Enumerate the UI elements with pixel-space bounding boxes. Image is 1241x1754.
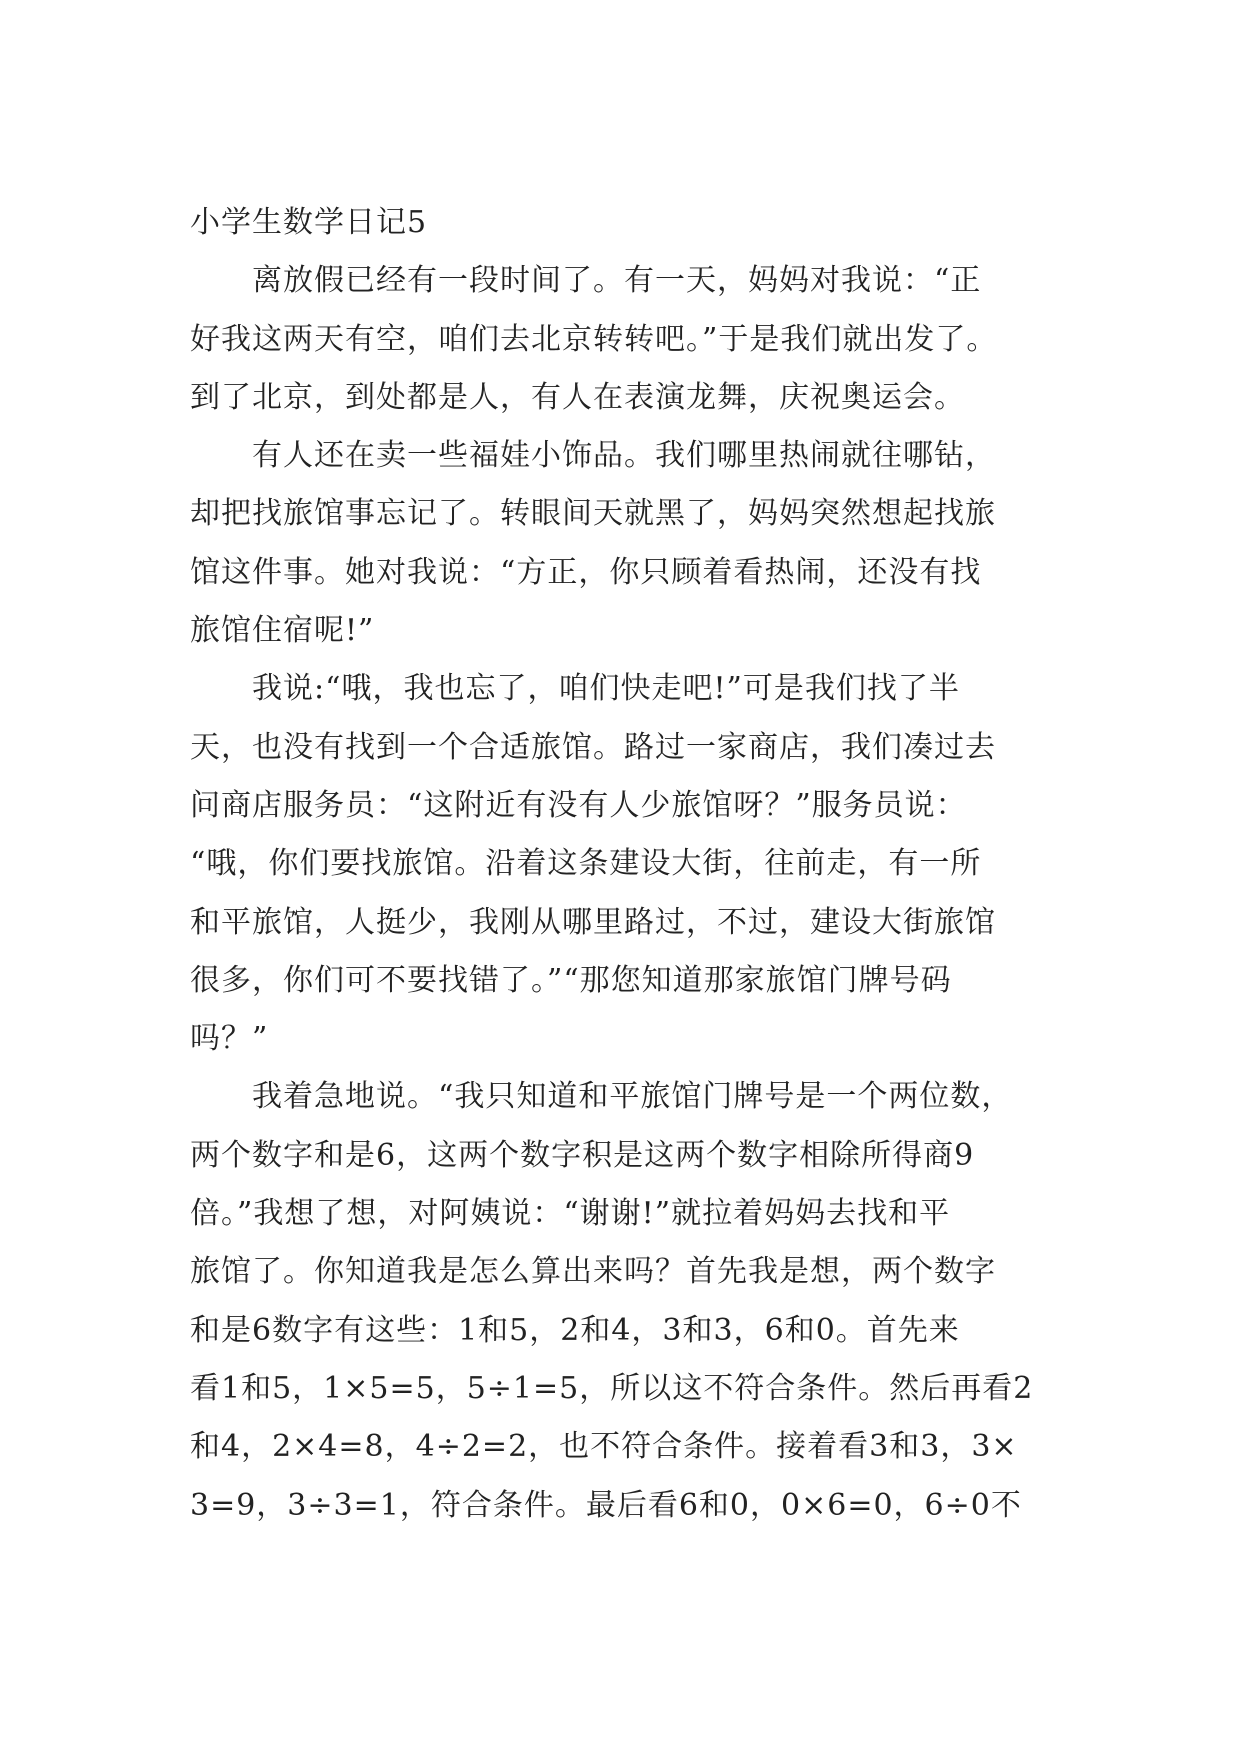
text-line: 3=9，3÷3=1，符合条件。最后看6和0，0×6=0，6÷0不 — [190, 1487, 1022, 1523]
text-line: 到了北京，到处都是人，有人在表演龙舞，庆祝奥运会。 — [190, 379, 965, 415]
text-line: 天，也没有找到一个合适旅馆。路过一家商店，我们凑过去 — [190, 729, 996, 765]
text-line: 问商店服务员：“这附近有没有人少旅馆呀？”服务员说： — [190, 787, 967, 823]
text-line: 看1和5，1×5=5，5÷1=5，所以这不符合条件。然后再看2 — [190, 1370, 1034, 1406]
text-line: 离放假已经有一段时间了。有一天，妈妈对我说：“正 — [190, 263, 982, 299]
text-line: 我着急地说。“我只知道和平旅馆门牌号是一个两位数， — [190, 1079, 1013, 1115]
text-line: 和是6数字有这些：1和5，2和4，3和3，6和0。首先来 — [190, 1312, 960, 1348]
text-line: 我说:“哦，我也忘了，咱们快走吧!”可是我们找了半 — [190, 671, 960, 707]
text-line: 和4，2×4=8，4÷2=2，也不符合条件。接着看3和3，3× — [190, 1429, 1018, 1465]
document-body — [190, 194, 1070, 1535]
text-line: 吗？” — [190, 1021, 269, 1057]
text-line: 馆这件事。她对我说：“方正，你只顾着看热闹，还没有找 — [190, 554, 982, 590]
text-line: 旅馆住宿呢!” — [190, 613, 375, 649]
text-line: 倍。”我想了想，对阿姨说：“谢谢!”就拉着妈妈去找和平 — [190, 1196, 951, 1232]
text-line: 旅馆了。你知道我是怎么算出来吗？首先我是想，两个数字 — [190, 1254, 996, 1290]
text-line: 很多，你们可不要找错了。”“那您知道那家旅馆门牌号码 — [190, 962, 952, 998]
text-line: 有人还在卖一些福娃小饰品。我们哪里热闹就往哪钻， — [190, 438, 996, 474]
text-line: 好我这两天有空，咱们去北京转转吧。”于是我们就出发了。 — [190, 321, 998, 357]
text-line: 两个数字和是6，这两个数字积是这两个数字相除所得商9 — [190, 1137, 975, 1173]
text-line: 和平旅馆，人挺少，我刚从哪里路过，不过，建设大街旅馆 — [190, 904, 996, 940]
document-title: 小学生数学日记5 — [190, 205, 428, 240]
text-line: 却把找旅馆事忘记了。转眼间天就黑了，妈妈突然想起找旅 — [190, 496, 996, 532]
text-line: “哦，你们要找旅馆。沿着这条建设大街，往前走，有一所 — [190, 846, 982, 882]
